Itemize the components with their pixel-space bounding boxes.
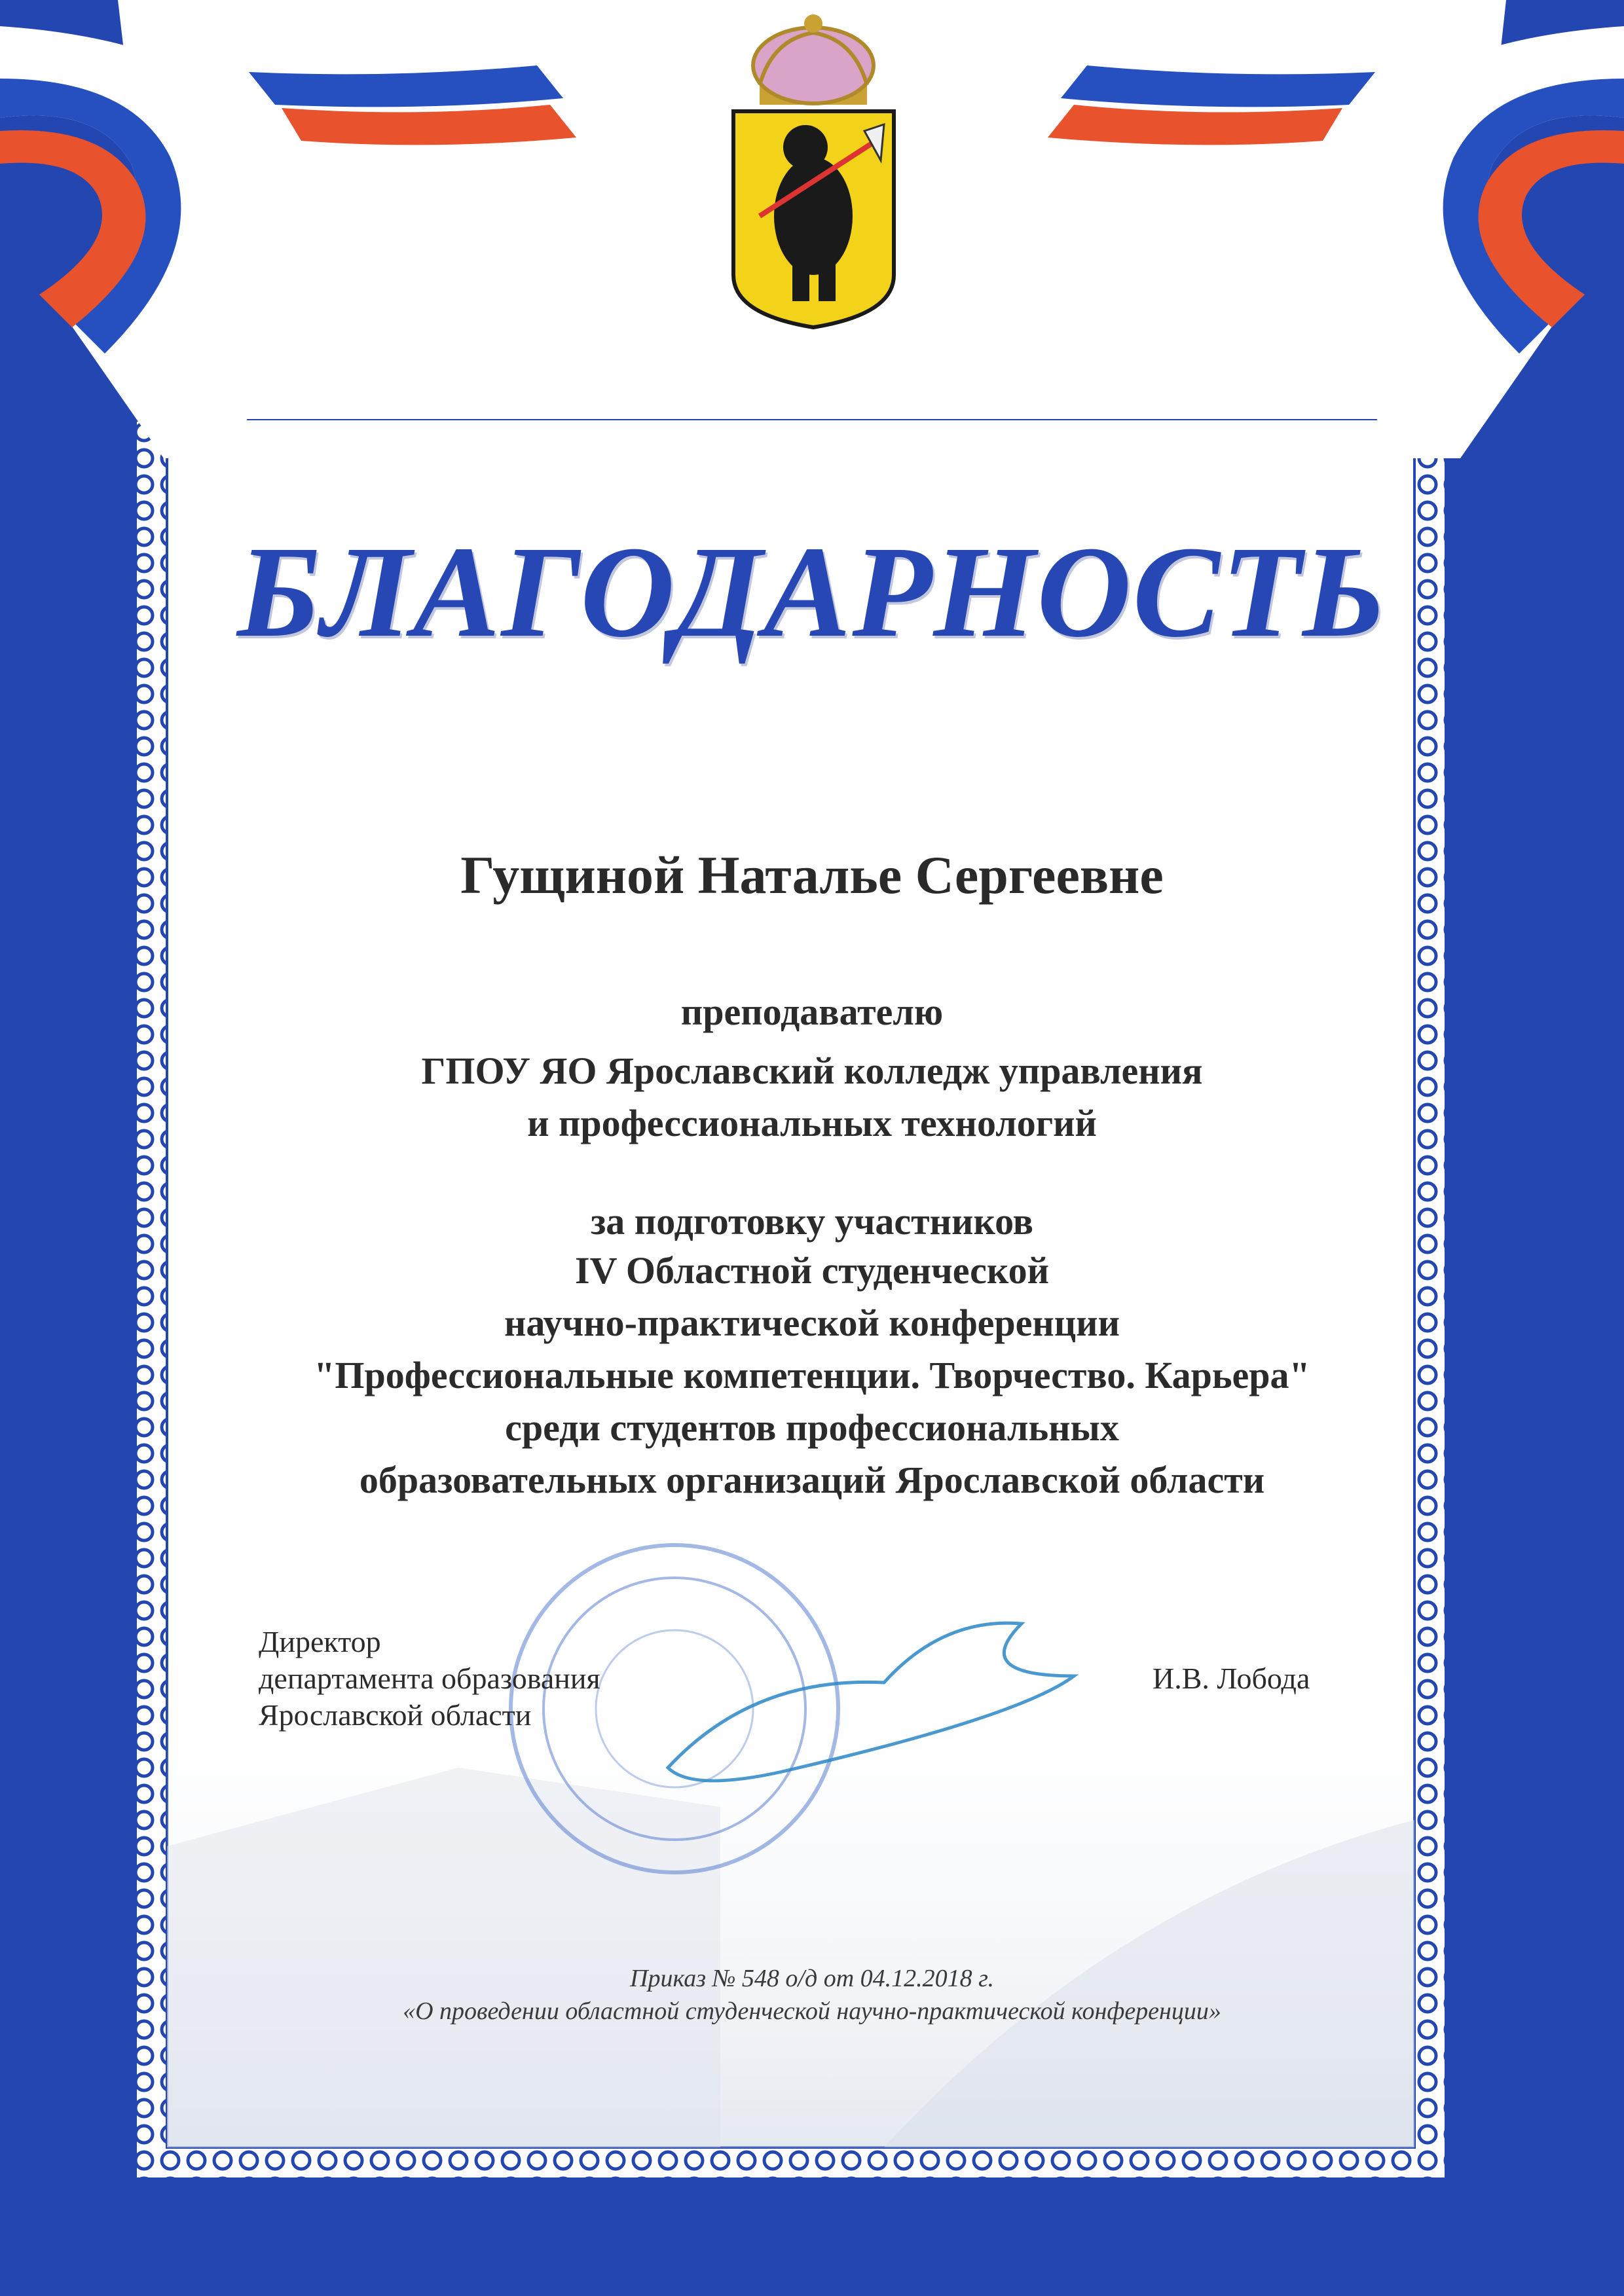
body-line-position: преподавателю	[680, 991, 944, 1033]
body-line-institution-cont: и профессиональных технологий	[527, 1102, 1097, 1144]
recipient-name: Гущиной Наталье Сергеевне	[460, 845, 1164, 905]
body-line-conference-title: "Профессиональные компетенции. Творчество. Карьера"	[314, 1354, 1310, 1396]
signatory-position-line2: департамента образования	[259, 1662, 600, 1695]
signatory-position-line3: Ярославской области	[259, 1698, 532, 1732]
body-line-conference-number: IV Областной студенческой	[575, 1249, 1049, 1292]
order-title: «О проведении областной студенческой научно-практической конференции»	[403, 1997, 1221, 2025]
body-line-institution: ГПОУ ЯО Ярославский колледж управления	[421, 1049, 1203, 1092]
certificate-title: БЛАГОДАРНОСТЬ	[237, 520, 1387, 665]
coat-of-arms-icon	[733, 14, 894, 327]
body-line-audience-cont: образовательных организаций Ярославской области	[359, 1459, 1265, 1501]
body-line-conference-type: научно-практической конференции	[504, 1302, 1120, 1344]
body-line-reason: за подготовку участников	[590, 1200, 1034, 1243]
signatory-position-line1: Директор	[259, 1625, 381, 1658]
body-line-audience: среди студентов профессиональных	[505, 1406, 1119, 1449]
signatory-name: И.В. Лобода	[1153, 1662, 1310, 1695]
signatory-position	[259, 1624, 600, 1734]
order-reference: Приказ № 548 о/д от 04.12.2018 г.	[630, 1965, 994, 1992]
